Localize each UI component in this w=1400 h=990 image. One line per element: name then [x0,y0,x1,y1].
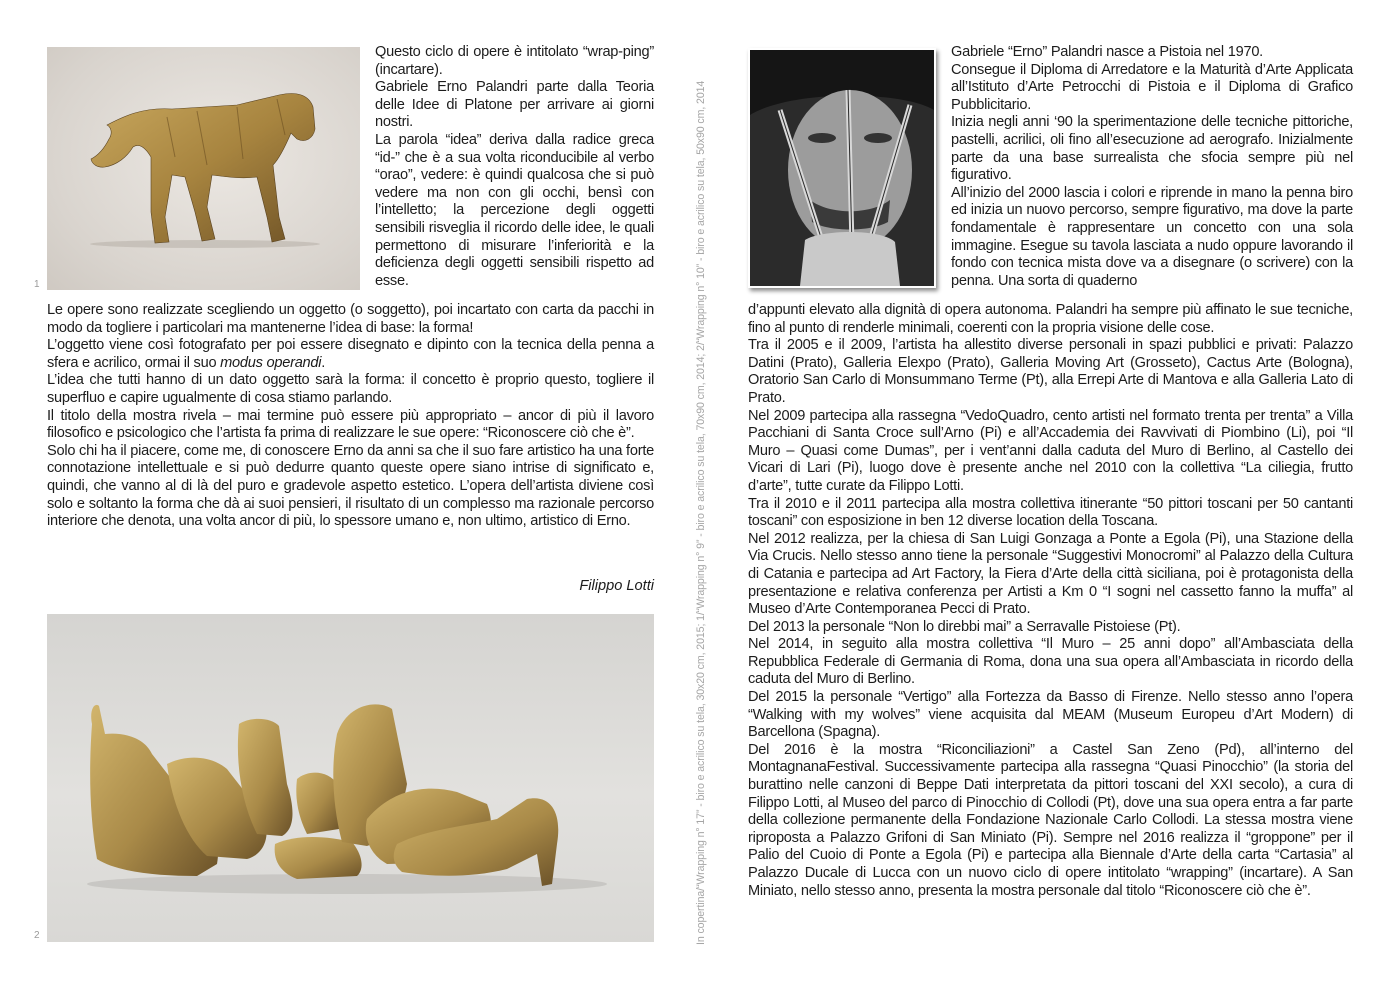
paragraph: Consegue il Diploma di Arredatore e la Maturità d’Arte Applicata all’Istituto d’Arte Petrocchi di Pistoia e il Diploma di Grafico Pubblicitario. [951,61,1353,113]
paragraph: Tra il 2010 e il 2011 partecipa alla mostra collettiva itinerante “50 pittori toscani per 50 cantanti toscani” con esposizione in ben 12 diverse location della Toscana. [748,495,1353,530]
figure-horse-painting [47,47,360,290]
paragraph: La parola “idea” deriva dalla radice greca “id-” che è a sua volta riconducibile al verbo “orao”, vedere: è quindi qualcosa che si può vedere ma non con gli occhi, bensì con l’intelletto; la percezione degli oggetti sensibili risveglia il ricordo delle idee, le quali permettono di misurare l’inferiorità e la deficienza degli oggetti sensibili rispetto ad esse. [375,131,654,289]
paragraph-text: . [321,354,326,371]
paragraph: L’idea che tutti hanno di un dato oggetto sarà la forma: il concetto è proprio questo, togliere il superfluo e capire ugualmente di cosa stiamo parlando. [47,372,654,406]
shoes-illustration [47,614,654,942]
author-signature: Filippo Lotti [579,578,654,594]
paragraph: Le opere sono realizzate scegliendo un oggetto (o soggetto), poi incartato con carta da pacchi in modo da togliere i particolari ma mantenerne l’idea di base: la forma! [47,302,654,336]
paragraph-text: L’oggetto viene così fotografato per poi essere disegnato e dipinto con la tecnica della penna a sfera e acrilico, ormai il suo [47,337,654,371]
paragraph: Nel 2012 realizza, per la chiesa di San Luigi Gonzaga a Ponte a Egola (Pi), una Stazione della Via Crucis. Nello stesso anno tiene la personale “Suggestivi Monocromi” al Palazzo della Cultura di Catania e partecipa ad Art Factory, la Fiera d’Arte della città siciliana, poi è protagonista della presentazione e relativa conferenza per Artisti a Km 0 “I sogni nel cassetto fanno la muffa” al Museo d’Arte Contemporanea Pecci di Prato. [748,530,1353,618]
paragraph: Nel 2009 partecipa alla rassegna “VedoQuadro, cento artisti nel formato trenta per trenta” a Villa Pacchiani di Santa Croce sull’Arno (Pi) e all’Accademia dei Ravvivati di Piombino (Li), poi “Il Muro – Quasi come Dumas”, per i vent’anni dalla caduta del Muro di Berlino, al Castello dei Vicari di Lari (Pi), luogo dove è presente anche nel 2010 con la collettiva “La ciliegia, frutto d’arte”, tutte curate da Filippo Lotti. [748,407,1353,494]
figure-captions: In copertina/“Wrapping n° 17” - biro e acrilico su tela, 30x20 cm, 2015; 1/“Wrapping n° 9” - biro e acrilico su tela, 70x90 cm, 2014; 2/“Wrapping n° 10” - biro e acrilico su tela, 50x90 cm, 2014 [695,80,707,945]
paragraph [47,337,654,372]
paragraph: Questo ciclo di opere è intitolato “wrap-ping” (incartare). [375,44,654,78]
portrait-illustration [750,50,934,286]
figure-number: 1 [34,279,40,290]
artist-portrait [748,48,936,288]
paragraph: Tra il 2005 e il 2009, l’artista ha allestito diverse personali in spazi pubblici e privati: Palazzo Datini (Prato), Galleria Elexpo (Prato), Galleria Moving Art (Grosseto), Cactus Arte (Bologna), Oratorio San Carlo di Monsummano Terme (Pt), alla Errepi Arte di Mantova e alla Galleria Lato di Prato. [748,337,1353,406]
paragraph: Gabriele Erno Palandri parte dalla Teoria delle Idee di Platone per arrivare ai giorni nostri. [375,79,654,131]
bio-intro-text [951,44,1353,290]
paragraph: All’inizio del 2000 lascia i colori e riprende in mano la penna biro ed inizia un nuovo percorso, sempre figurativo, ma dove la parte fondamentale è rappresentare un concetto con una sola immagine. Esegue su tavola lasciata a nudo oppure lavorando il fondo con tecnica mista dove va a disegnare (o scrivere) con la penna. Una sorta di quaderno [951,184,1353,289]
paragraph: Solo chi ha il piacere, come me, di conoscere Erno da anni sa che il suo fare artistico ha una forte connotazione intellettuale e si può dedurre quanto queste opere siano intrise di significato e, quindi, che vanno al di là del puro e gradevole aspetto estetico. L’opera dell’artista diviene così solo e soltanto la forma che dà ai suoi pensieri, il risultato di un complesso ma razionale percorso interiore che denota, una volta ancor di più, lo spessore umano e, non ultimo, artistico di Erno. [47,442,654,530]
horse-illustration [47,47,360,290]
paragraph: Del 2013 la personale “Non lo direbbi mai” a Serravalle Pistoiese (Pt). [748,618,1181,635]
paragraph: d’appunti elevato alla dignità di opera autonoma. Palandri ha sempre più affinato le sue tecniche, fino al punto di renderle minimali, coerenti con la propria visione delle cose. [748,302,1353,336]
figure-shoes-painting [47,614,654,942]
figure-number: 2 [34,930,40,941]
bio-body-text [748,302,1353,900]
paragraph: Del 2015 la personale “Vertigo” alla Fortezza da Basso di Firenze. Nello stesso anno l’opera “Walking with my wolves” viene acquisita dal MEAM (Museum Europeu d’Art Modern) di Barcellona (Spagna). [748,689,1353,741]
paragraph: Del 2016 è la mostra “Riconciliazioni” a Castel San Zeno (Pd), all’interno del MontagnanaFestival. Successivamente partecipa alla rassegna “Quasi Pinocchio” (la storia del burattino nelle canzoni di Beppe Dati interpretata da pittori toscani del XXI secolo), a cura di Filippo Lotti, al Museo del parco di Pinocchio di Collodi (Pt), dove una sua opera entra a far parte della collezione permanente della Fondazione Nazionale Carlo Collodi. La stessa mostra viene riproposta a Palazzo Grifoni di San Miniato (Pi). Sempre nel 2016 realizza il “groppone” per il Palio del Cuoio di Ponte a Egola (Pi) e partecipa alla Biennale d’Arte della carta “Cartasia” al Palazzo Ducale di Lucca con un nuovo ciclo di opere intitolato “wrapping” (incartare). A San Miniato, nello stesso anno, presenta la mostra personale dal titolo “Riconoscere ciò che è”. [748,741,1353,899]
italic-term: modus operandi [220,354,322,371]
body-text-left [47,302,654,531]
paragraph: Nel 2014, in seguito alla mostra collettiva “Il Muro – 25 anni dopo” all’Ambasciata della Repubblica Federale di Germania di Roma, dona una sua opera all’Ambasciata in ricordo della caduta del Muro di Berlino. [748,636,1353,688]
intro-text-left [375,44,654,290]
paragraph: Il titolo della mostra rivela – mai termine può essere più appropriato – ancor di più il lavoro filosofico e psicologico che l’artista fa prima di realizzare le sue opere: “Riconoscere ciò che è”. [47,407,654,442]
paragraph: Inizia negli anni ‘90 la sperimentazione delle tecniche pittoriche, pastelli, acrilici, oli fino all’esecuzione ad aerografo. Inizialmente parte da una base surrealista che sfocia sempre più nel figurativo. [951,114,1353,184]
paragraph: Gabriele “Erno” Palandri nasce a Pistoia nel 1970. [951,44,1263,60]
